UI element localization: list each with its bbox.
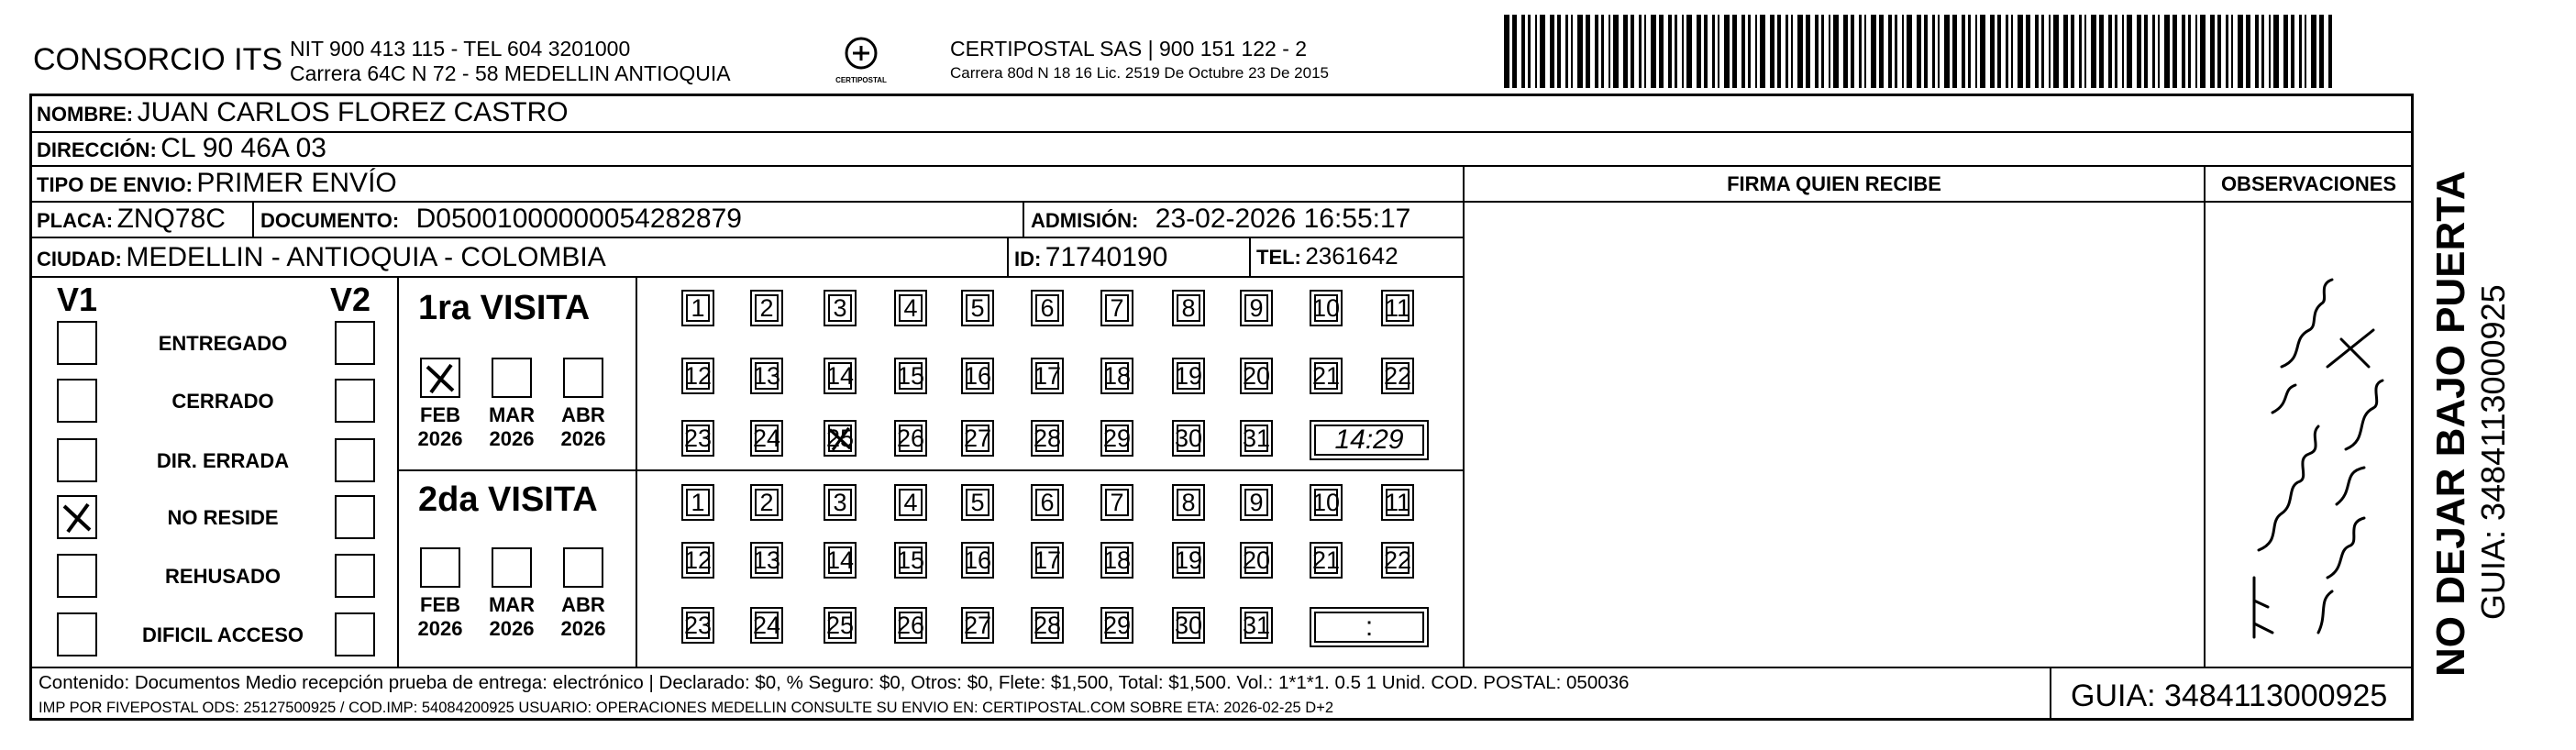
month-year: 2026: [560, 617, 606, 640]
footer-contenido: Contenido: Documentos Medio recepción prueba de entrega: electrónico | Declarado: $0, % Seguro: $0, Otros: $0, Flete: $1,500, Total: $1,500. Vol.: 1*1*1. 0.5 1 Unid. COD. POSTAL: 050036: [39, 672, 1630, 693]
day-checkbox[interactable]: [1031, 290, 1064, 326]
v1-checkbox[interactable]: [57, 438, 97, 482]
day-checkbox[interactable]: [681, 420, 714, 457]
day-checkbox[interactable]: [894, 290, 927, 326]
day-number: 31: [1242, 425, 1271, 452]
day-checkbox[interactable]: [894, 607, 927, 644]
day-checkbox[interactable]: [1172, 607, 1205, 644]
day-checkbox[interactable]: [894, 484, 927, 521]
status-label: NO RESIDE: [167, 506, 279, 529]
day-number: 26: [896, 612, 925, 639]
day-number: 21: [1311, 546, 1341, 574]
day-number: 19: [1174, 362, 1203, 390]
day-checkbox[interactable]: [1172, 484, 1205, 521]
day-number: 12: [683, 546, 713, 574]
day-checkbox[interactable]: [1100, 607, 1133, 644]
day-checkbox[interactable]: [1310, 358, 1343, 394]
day-checkbox[interactable]: [824, 607, 857, 644]
day-checkbox[interactable]: [1381, 290, 1414, 326]
day-number: 8: [1181, 294, 1196, 322]
v2-checkbox[interactable]: [335, 321, 375, 365]
day-number: 7: [1110, 489, 1124, 516]
day-checkbox[interactable]: [1100, 542, 1133, 579]
day-checkbox[interactable]: [824, 420, 857, 457]
month-label: FEB: [420, 593, 460, 616]
day-number: 1: [691, 489, 705, 516]
tel-label: TEL:: [1256, 246, 1301, 269]
day-checkbox[interactable]: [1240, 542, 1273, 579]
day-checkbox[interactable]: [1310, 484, 1343, 521]
month-year: 2026: [560, 427, 606, 450]
day-checkbox[interactable]: [961, 542, 994, 579]
day-number: 4: [903, 489, 918, 516]
day-number: 18: [1102, 362, 1132, 390]
day-number: 1: [691, 294, 705, 322]
day-number: 22: [1383, 546, 1412, 574]
day-checkbox[interactable]: [681, 542, 714, 579]
certipostal-logo-icon: [835, 35, 888, 88]
firma-header: FIRMA QUIEN RECIBE: [1727, 172, 1941, 195]
v1-checkbox[interactable]: [57, 495, 97, 539]
direccion-value: CL 90 46A 03: [160, 133, 326, 163]
day-checkbox[interactable]: [961, 290, 994, 326]
divider: [32, 276, 1463, 278]
day-number: 30: [1174, 425, 1203, 452]
visit-time-value: :: [1365, 612, 1374, 642]
nombre-row: [37, 97, 569, 128]
day-checkbox[interactable]: [894, 542, 927, 579]
day-checkbox[interactable]: [824, 290, 857, 326]
documento-label: DOCUMENTO:: [260, 209, 400, 232]
divider: [1023, 201, 1024, 237]
divider: [32, 667, 2412, 668]
day-checkbox[interactable]: [1240, 358, 1273, 394]
ciudad-field: [37, 242, 606, 273]
month-label: MAR: [488, 403, 536, 426]
v1-label: V1: [57, 281, 98, 318]
placa-field: [37, 204, 226, 235]
month-label: ABR: [561, 593, 605, 616]
month-label: FEB: [420, 403, 460, 426]
admision-value: 23-02-2026 16:55:17: [1155, 204, 1411, 234]
month-checkbox[interactable]: [492, 358, 532, 398]
divider: [252, 201, 254, 237]
day-checkbox[interactable]: [961, 420, 994, 457]
observation-handwriting: [2217, 229, 2392, 660]
direccion-label: DIRECCIÓN:: [37, 138, 157, 161]
id-label: ID:: [1014, 248, 1042, 270]
divider: [2050, 667, 2051, 719]
day-checkbox[interactable]: [750, 484, 783, 521]
day-checkbox[interactable]: [824, 484, 857, 521]
v2-checkbox[interactable]: [335, 612, 375, 656]
day-number: 10: [1311, 489, 1341, 516]
divider: [397, 469, 1463, 471]
day-number: 14: [825, 546, 855, 574]
day-number: 25: [825, 612, 855, 639]
day-checkbox[interactable]: [1381, 358, 1414, 394]
day-checkbox[interactable]: [824, 542, 857, 579]
day-number: 23: [683, 612, 713, 639]
month-year: 2026: [489, 427, 535, 450]
day-checkbox[interactable]: [1381, 542, 1414, 579]
day-number: 23: [683, 425, 713, 452]
day-number: 27: [963, 612, 992, 639]
v1-checkbox[interactable]: [57, 612, 97, 656]
status-label: REHUSADO: [165, 565, 281, 588]
day-number: 5: [970, 294, 985, 322]
divider: [1007, 237, 1009, 276]
day-checkbox[interactable]: [1172, 420, 1205, 457]
day-number: 20: [1242, 362, 1271, 390]
day-checkbox[interactable]: [894, 358, 927, 394]
day-checkbox[interactable]: [894, 420, 927, 457]
footer-imp: IMP POR FIVEPOSTAL ODS: 25127500925 / COD.IMP: 54084200925 USUARIO: OPERACIONES MEDELLIN CONSULTE SU ENVIO EN: CERTIPOSTAL.COM SOBRE ETA: 2026-02-25 D+2: [39, 700, 1334, 716]
day-checkbox[interactable]: [824, 358, 857, 394]
status-label: DIR. ERRADA: [156, 449, 290, 472]
day-checkbox[interactable]: [1031, 484, 1064, 521]
day-number: 3: [833, 489, 847, 516]
month-label: MAR: [488, 593, 536, 616]
divider: [1463, 201, 2412, 203]
day-number: 30: [1174, 612, 1203, 639]
day-number: 29: [1102, 425, 1132, 452]
day-checkbox[interactable]: [681, 484, 714, 521]
day-checkbox[interactable]: [681, 607, 714, 644]
visit1-title: 1ra VISITA: [418, 289, 591, 327]
divider: [1249, 237, 1251, 276]
day-checkbox[interactable]: [1172, 542, 1205, 579]
day-number: 16: [963, 362, 992, 390]
day-number: 13: [752, 362, 781, 390]
visit-time-field[interactable]: [1310, 607, 1429, 647]
day-checkbox[interactable]: [1031, 542, 1064, 579]
day-number: 19: [1174, 546, 1203, 574]
day-number: 28: [1033, 425, 1062, 452]
nombre-label: NOMBRE:: [37, 103, 134, 126]
month-checkbox[interactable]: [420, 547, 460, 588]
ciudad-value: MEDELLIN - ANTIOQUIA - COLOMBIA: [126, 242, 606, 272]
divider: [397, 276, 399, 667]
company-address: Carrera 64C N 72 - 58 MEDELLIN ANTIOQUIA: [290, 61, 731, 85]
side-guia: GUIA: 3484113000925: [2474, 284, 2512, 620]
v1-checkbox[interactable]: [57, 554, 97, 598]
day-checkbox[interactable]: [961, 358, 994, 394]
v2-checkbox[interactable]: [335, 495, 375, 539]
tel-field: [1256, 242, 1399, 270]
day-checkbox[interactable]: [750, 290, 783, 326]
day-number: 17: [1033, 546, 1062, 574]
day-number: 12: [683, 362, 713, 390]
day-check-mark: [825, 422, 855, 455]
certipostal-line: CERTIPOSTAL SAS | 900 151 122 - 2: [950, 37, 1308, 61]
day-number: 4: [903, 294, 918, 322]
day-checkbox[interactable]: [1100, 358, 1133, 394]
day-checkbox[interactable]: [750, 607, 783, 644]
day-number: 28: [1033, 612, 1062, 639]
day-number: 21: [1311, 362, 1341, 390]
day-number: 15: [896, 546, 925, 574]
month-year: 2026: [417, 617, 463, 640]
day-checkbox[interactable]: [1240, 290, 1273, 326]
v2-checkbox[interactable]: [335, 379, 375, 423]
v1-checkbox[interactable]: [57, 321, 97, 365]
documento-value: D05001000000054282879: [415, 204, 742, 234]
documento-field: [260, 204, 742, 235]
day-checkbox[interactable]: [750, 420, 783, 457]
day-number: 11: [1384, 294, 1411, 322]
day-number: 9: [1249, 294, 1264, 322]
day-number: 7: [1110, 294, 1124, 322]
status-label: CERRADO: [171, 390, 274, 413]
day-number: 3: [833, 294, 847, 322]
ciudad-label: CIUDAD:: [37, 248, 122, 270]
month-year: 2026: [489, 617, 535, 640]
day-number: 6: [1040, 294, 1055, 322]
day-number: 8: [1181, 489, 1196, 516]
month-year: 2026: [417, 427, 463, 450]
day-number: 18: [1102, 546, 1132, 574]
day-checkbox[interactable]: [750, 542, 783, 579]
direccion-row: [37, 133, 326, 164]
nit-line: NIT 900 413 115 - TEL 604 3201000: [290, 37, 631, 61]
day-checkbox[interactable]: [1031, 607, 1064, 644]
tipo-envio-value: PRIMER ENVÍO: [196, 168, 397, 198]
admision-label: ADMISIÓN:: [1031, 209, 1139, 232]
day-number: 13: [752, 546, 781, 574]
tipo-envio-label: TIPO DE ENVIO:: [37, 173, 193, 196]
day-number: 6: [1040, 489, 1055, 516]
day-checkbox[interactable]: [1310, 290, 1343, 326]
day-checkbox[interactable]: [681, 358, 714, 394]
month-checkbox[interactable]: [420, 358, 460, 398]
divider: [636, 276, 637, 667]
day-checkbox[interactable]: [1240, 420, 1273, 457]
divider: [32, 165, 2412, 167]
admision-field: [1031, 204, 1410, 235]
placa-label: PLACA:: [37, 209, 114, 232]
v2-checkbox[interactable]: [335, 554, 375, 598]
month-checkbox[interactable]: [563, 358, 603, 398]
month-checkbox[interactable]: [492, 547, 532, 588]
day-number: 2: [759, 489, 774, 516]
day-checkbox[interactable]: [1240, 484, 1273, 521]
day-number: 22: [1383, 362, 1412, 390]
divider: [32, 131, 2412, 133]
divider: [1463, 165, 1465, 667]
logo-text: CERTIPOSTAL: [835, 76, 887, 84]
day-number: 17: [1033, 362, 1062, 390]
day-number: 20: [1242, 546, 1271, 574]
day-checkbox[interactable]: [1381, 484, 1414, 521]
observaciones-header: OBSERVACIONES: [2220, 172, 2397, 195]
day-checkbox[interactable]: [1031, 358, 1064, 394]
v1-checkbox[interactable]: [57, 379, 97, 423]
v2-label: V2: [330, 281, 371, 318]
status-label: ENTREGADO: [158, 332, 288, 355]
visit-time-value: 14:29: [1334, 425, 1404, 455]
day-number: 10: [1311, 294, 1341, 322]
day-checkbox[interactable]: [1240, 607, 1273, 644]
visit2-title: 2da VISITA: [418, 480, 598, 519]
day-number: 25: [825, 425, 855, 452]
placa-value: ZNQ78C: [116, 204, 226, 234]
day-checkbox[interactable]: [1172, 358, 1205, 394]
day-number: 14: [825, 362, 855, 390]
id-field: [1014, 242, 1167, 273]
day-checkbox[interactable]: [961, 484, 994, 521]
barcode: [1504, 15, 2338, 88]
day-number: 2: [759, 294, 774, 322]
day-number: 9: [1249, 489, 1264, 516]
month-label: ABR: [561, 403, 605, 426]
day-number: 15: [896, 362, 925, 390]
day-checkbox[interactable]: [681, 290, 714, 326]
day-checkbox[interactable]: [1310, 542, 1343, 579]
day-number: 5: [970, 489, 985, 516]
id-value: 71740190: [1045, 242, 1168, 272]
day-number: 24: [752, 425, 781, 452]
v2-checkbox[interactable]: [335, 438, 375, 482]
day-number: 31: [1242, 612, 1271, 639]
day-checkbox[interactable]: [1100, 484, 1133, 521]
tel-value: 2361642: [1305, 242, 1399, 270]
license-line: Carrera 80d N 18 16 Lic. 2519 De Octubre 23 De 2015: [950, 64, 1329, 82]
day-number: 26: [896, 425, 925, 452]
visit-time-field[interactable]: [1310, 420, 1429, 460]
footer-guia: GUIA: 3484113000925: [2071, 678, 2388, 713]
divider: [32, 237, 1463, 238]
day-checkbox[interactable]: [1031, 420, 1064, 457]
month-checkbox[interactable]: [563, 547, 603, 588]
status-label: DIFICIL ACCESO: [141, 623, 304, 646]
day-checkbox[interactable]: [1100, 420, 1133, 457]
company-name: CONSORCIO ITS: [33, 42, 283, 77]
no-dejar-bajo-puerta-warning: NO DEJAR BAJO PUERTA: [2428, 171, 2473, 677]
day-checkbox[interactable]: [1172, 290, 1205, 326]
nombre-value: JUAN CARLOS FLOREZ CASTRO: [137, 97, 569, 127]
day-checkbox[interactable]: [961, 607, 994, 644]
day-number: 29: [1102, 612, 1132, 639]
day-checkbox[interactable]: [750, 358, 783, 394]
day-number: 11: [1384, 489, 1411, 516]
day-number: 16: [963, 546, 992, 574]
day-number: 24: [752, 612, 781, 639]
divider: [2204, 165, 2206, 667]
day-checkbox[interactable]: [1100, 290, 1133, 326]
day-number: 27: [963, 425, 992, 452]
tipo-envio-row: [37, 168, 397, 199]
